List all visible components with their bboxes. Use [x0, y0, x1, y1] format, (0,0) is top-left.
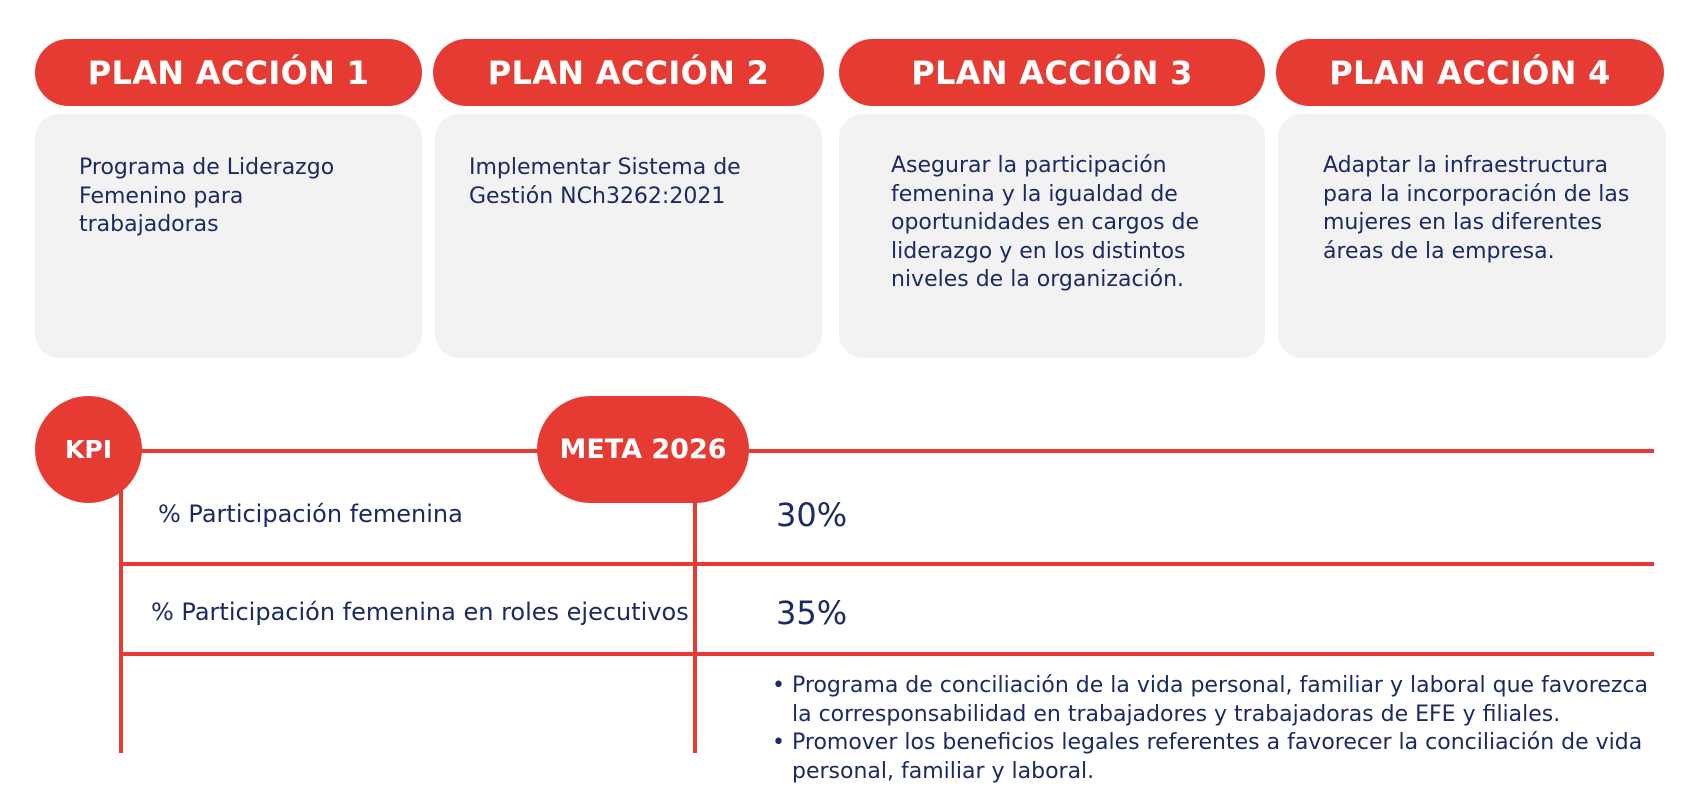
plan-text-2: Implementar Sistema de Gestión NCh3262:2021 — [469, 155, 741, 209]
plan-header-2: PLAN ACCIÓN 2 — [433, 39, 824, 106]
kpi-label-2: % Participación femenina en roles ejecutivos — [151, 598, 689, 626]
table-column-divider — [693, 460, 697, 753]
table-top-line — [100, 449, 1654, 453]
plan-card-3 — [839, 114, 1265, 358]
plan-card-1 — [35, 114, 422, 358]
table-left-line — [119, 460, 123, 753]
bullet-item-2: • Promover los beneficios legales referentes a favorecer la conciliación de vida personal, familiar y laboral. — [772, 729, 1652, 786]
plan-text-3: Asegurar la participación femenina y la igualdad de oportunidades en cargos de liderazgo y en los distintos niveles de la organización. — [891, 153, 1200, 292]
kpi-badge: KPI — [35, 396, 142, 503]
meta-2026-badge: META 2026 — [537, 396, 749, 503]
plan-text-1: Programa de Liderazgo Femenino para trabajadoras — [79, 155, 335, 237]
kpi-label-1: % Participación femenina — [158, 500, 463, 528]
plan-card-4 — [1278, 114, 1666, 358]
bullet-item-1: • Programa de conciliación de la vida personal, familiar y laboral que favorezca la corresponsabilidad en trabajadores y trabajadoras de EFE y filiales. — [772, 672, 1652, 729]
conciliation-bullets — [772, 672, 1652, 786]
meta-value-1: 30% — [776, 496, 848, 534]
plan-text-4: Adaptar la infraestructura para la incorporación de las mujeres en las diferentes áreas de la empresa. — [1323, 153, 1630, 264]
meta-value-2: 35% — [776, 594, 848, 632]
plan-header-4: PLAN ACCIÓN 4 — [1276, 39, 1664, 106]
plan-card-2 — [435, 114, 822, 358]
plan-header-1: PLAN ACCIÓN 1 — [35, 39, 422, 106]
table-row-divider-1 — [119, 562, 1654, 566]
table-row-divider-2 — [119, 652, 1654, 656]
plan-header-3: PLAN ACCIÓN 3 — [839, 39, 1265, 106]
